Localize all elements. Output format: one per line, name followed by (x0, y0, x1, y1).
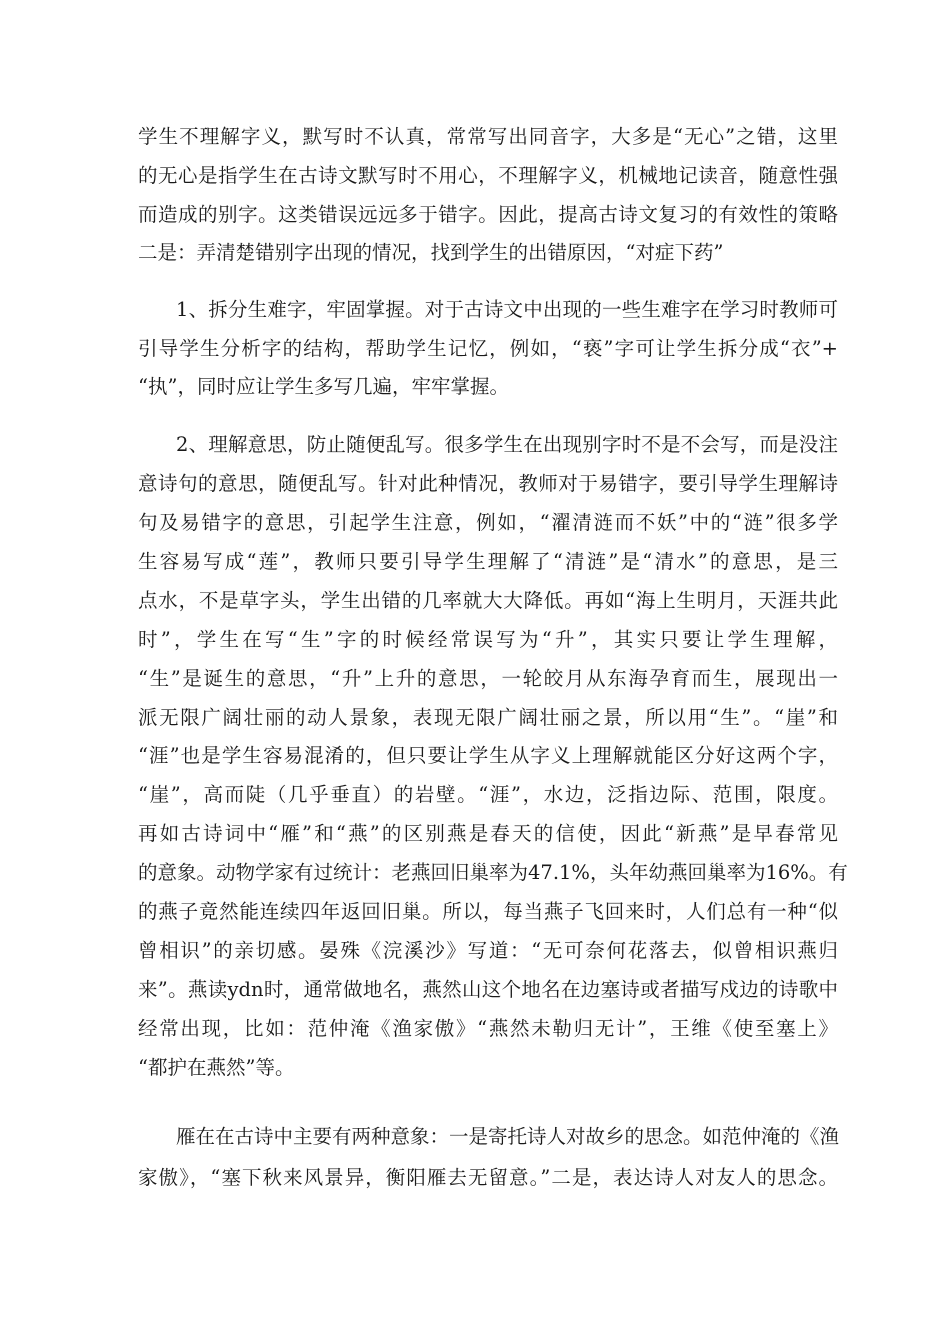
paragraph-2-line-1: 1、拆分生难字，牢固掌握。对于古诗文中出现的一些生难字在学习时教师可 (176, 298, 838, 321)
paragraph-1-line-3: 而造成的别字。这类错误远远多于错字。因此，提高古诗文复习的有效性的策略 (138, 203, 838, 226)
paragraph-3-line-10: “崖”，高而陡（几乎垂直）的岩壁。“涯”，水边，泛指边际、范围，限度。 (138, 783, 838, 806)
paragraph-1-line-1: 学生不理解字义，默写时不认真，常常写出同音字，大多是“无心”之错，这里 (138, 125, 838, 148)
paragraph-4-line-1: 雁在在古诗中主要有两种意象：一是寄托诗人对故乡的思念。如范仲淹的《渔 (176, 1125, 840, 1148)
paragraph-1-line-2: 的无心是指学生在古诗文默写时不用心，不理解字义，机械地记读音，随意性强 (138, 164, 838, 187)
paragraph-3-line-4: 生容易写成“莲”，教师只要引导学生理解了“清涟”是“清水”的意思，是三 (138, 550, 838, 573)
paragraph-3-line-1: 2、理解意思，防止随便乱写。很多学生在出现别字时不是不会写，而是没注 (176, 433, 838, 456)
paragraph-2-line-2: 引导学生分析字的结构，帮助学生记忆，例如，“亵”字可让学生拆分成“衣”+ (138, 337, 838, 360)
paragraph-3-line-7: “生”是诞生的意思，“升”上升的意思，一轮皎月从东海孕育而生，展现出一 (138, 667, 838, 690)
paragraph-3-line-2: 意诗句的意思，随便乱写。针对此种情况，教师对于易错字，要引导学生理解诗 (138, 472, 838, 495)
paragraph-2-line-3: “执”，同时应让学生多写几遍，牢牢掌握。 (138, 375, 509, 398)
paragraph-3-line-16: 经常出现，比如：范仲淹《渔家傲》“燕然未勒归无计”，王维《使至塞上》 (138, 1017, 838, 1040)
paragraph-1-line-4: 二是：弄清楚错别字出现的情况，找到学生的出错原因，“对症下药” (138, 241, 724, 264)
paragraph-4-line-2: 家傲》，“塞下秋来风景异，衡阳雁去无留意。”二是，表达诗人对友人的思念。 (138, 1166, 838, 1189)
paragraph-3-line-13: 的燕子竟然能连续四年返回旧巢。所以，每当燕子飞回来时，人们总有一种“似 (138, 900, 838, 923)
paragraph-3-line-5: 点水，不是草字头，学生出错的几率就大大降低。再如“海上生明月，天涯共此 (138, 589, 838, 612)
paragraph-3-line-12: 的意象。动物学家有过统计：老燕回旧巢率为47.1%，头年幼燕回巢率为16%。有 (138, 861, 848, 884)
paragraph-3-line-3: 句及易错字的意思，引起学生注意，例如，“濯清涟而不妖”中的“涟”很多学 (138, 511, 838, 534)
paragraph-3-line-15: 来”。燕读ydn时，通常做地名，燕然山这个地名在边塞诗或者描写戍边的诗歌中 (138, 978, 838, 1001)
paragraph-3-line-6: 时”，学生在写“生”字的时候经常误写为“升”，其实只要让学生理解， (138, 628, 838, 651)
paragraph-3-line-17: “都护在燕然”等。 (138, 1056, 295, 1079)
paragraph-3-line-9: “涯”也是学生容易混淆的，但只要让学生从字义上理解就能区分好这两个字， (138, 744, 838, 767)
paragraph-3-line-14: 曾相识”的亲切感。晏殊《浣溪沙》写道：“无可奈何花落去，似曾相识燕归 (138, 939, 838, 962)
paragraph-3-line-8: 派无限广阔壮丽的动人景象，表现无限广阔壮丽之景，所以用“生”。“崖”和 (138, 706, 838, 729)
paragraph-3-line-11: 再如古诗词中“雁”和“燕”的区别燕是春天的信使，因此“新燕”是早春常见 (138, 822, 838, 845)
